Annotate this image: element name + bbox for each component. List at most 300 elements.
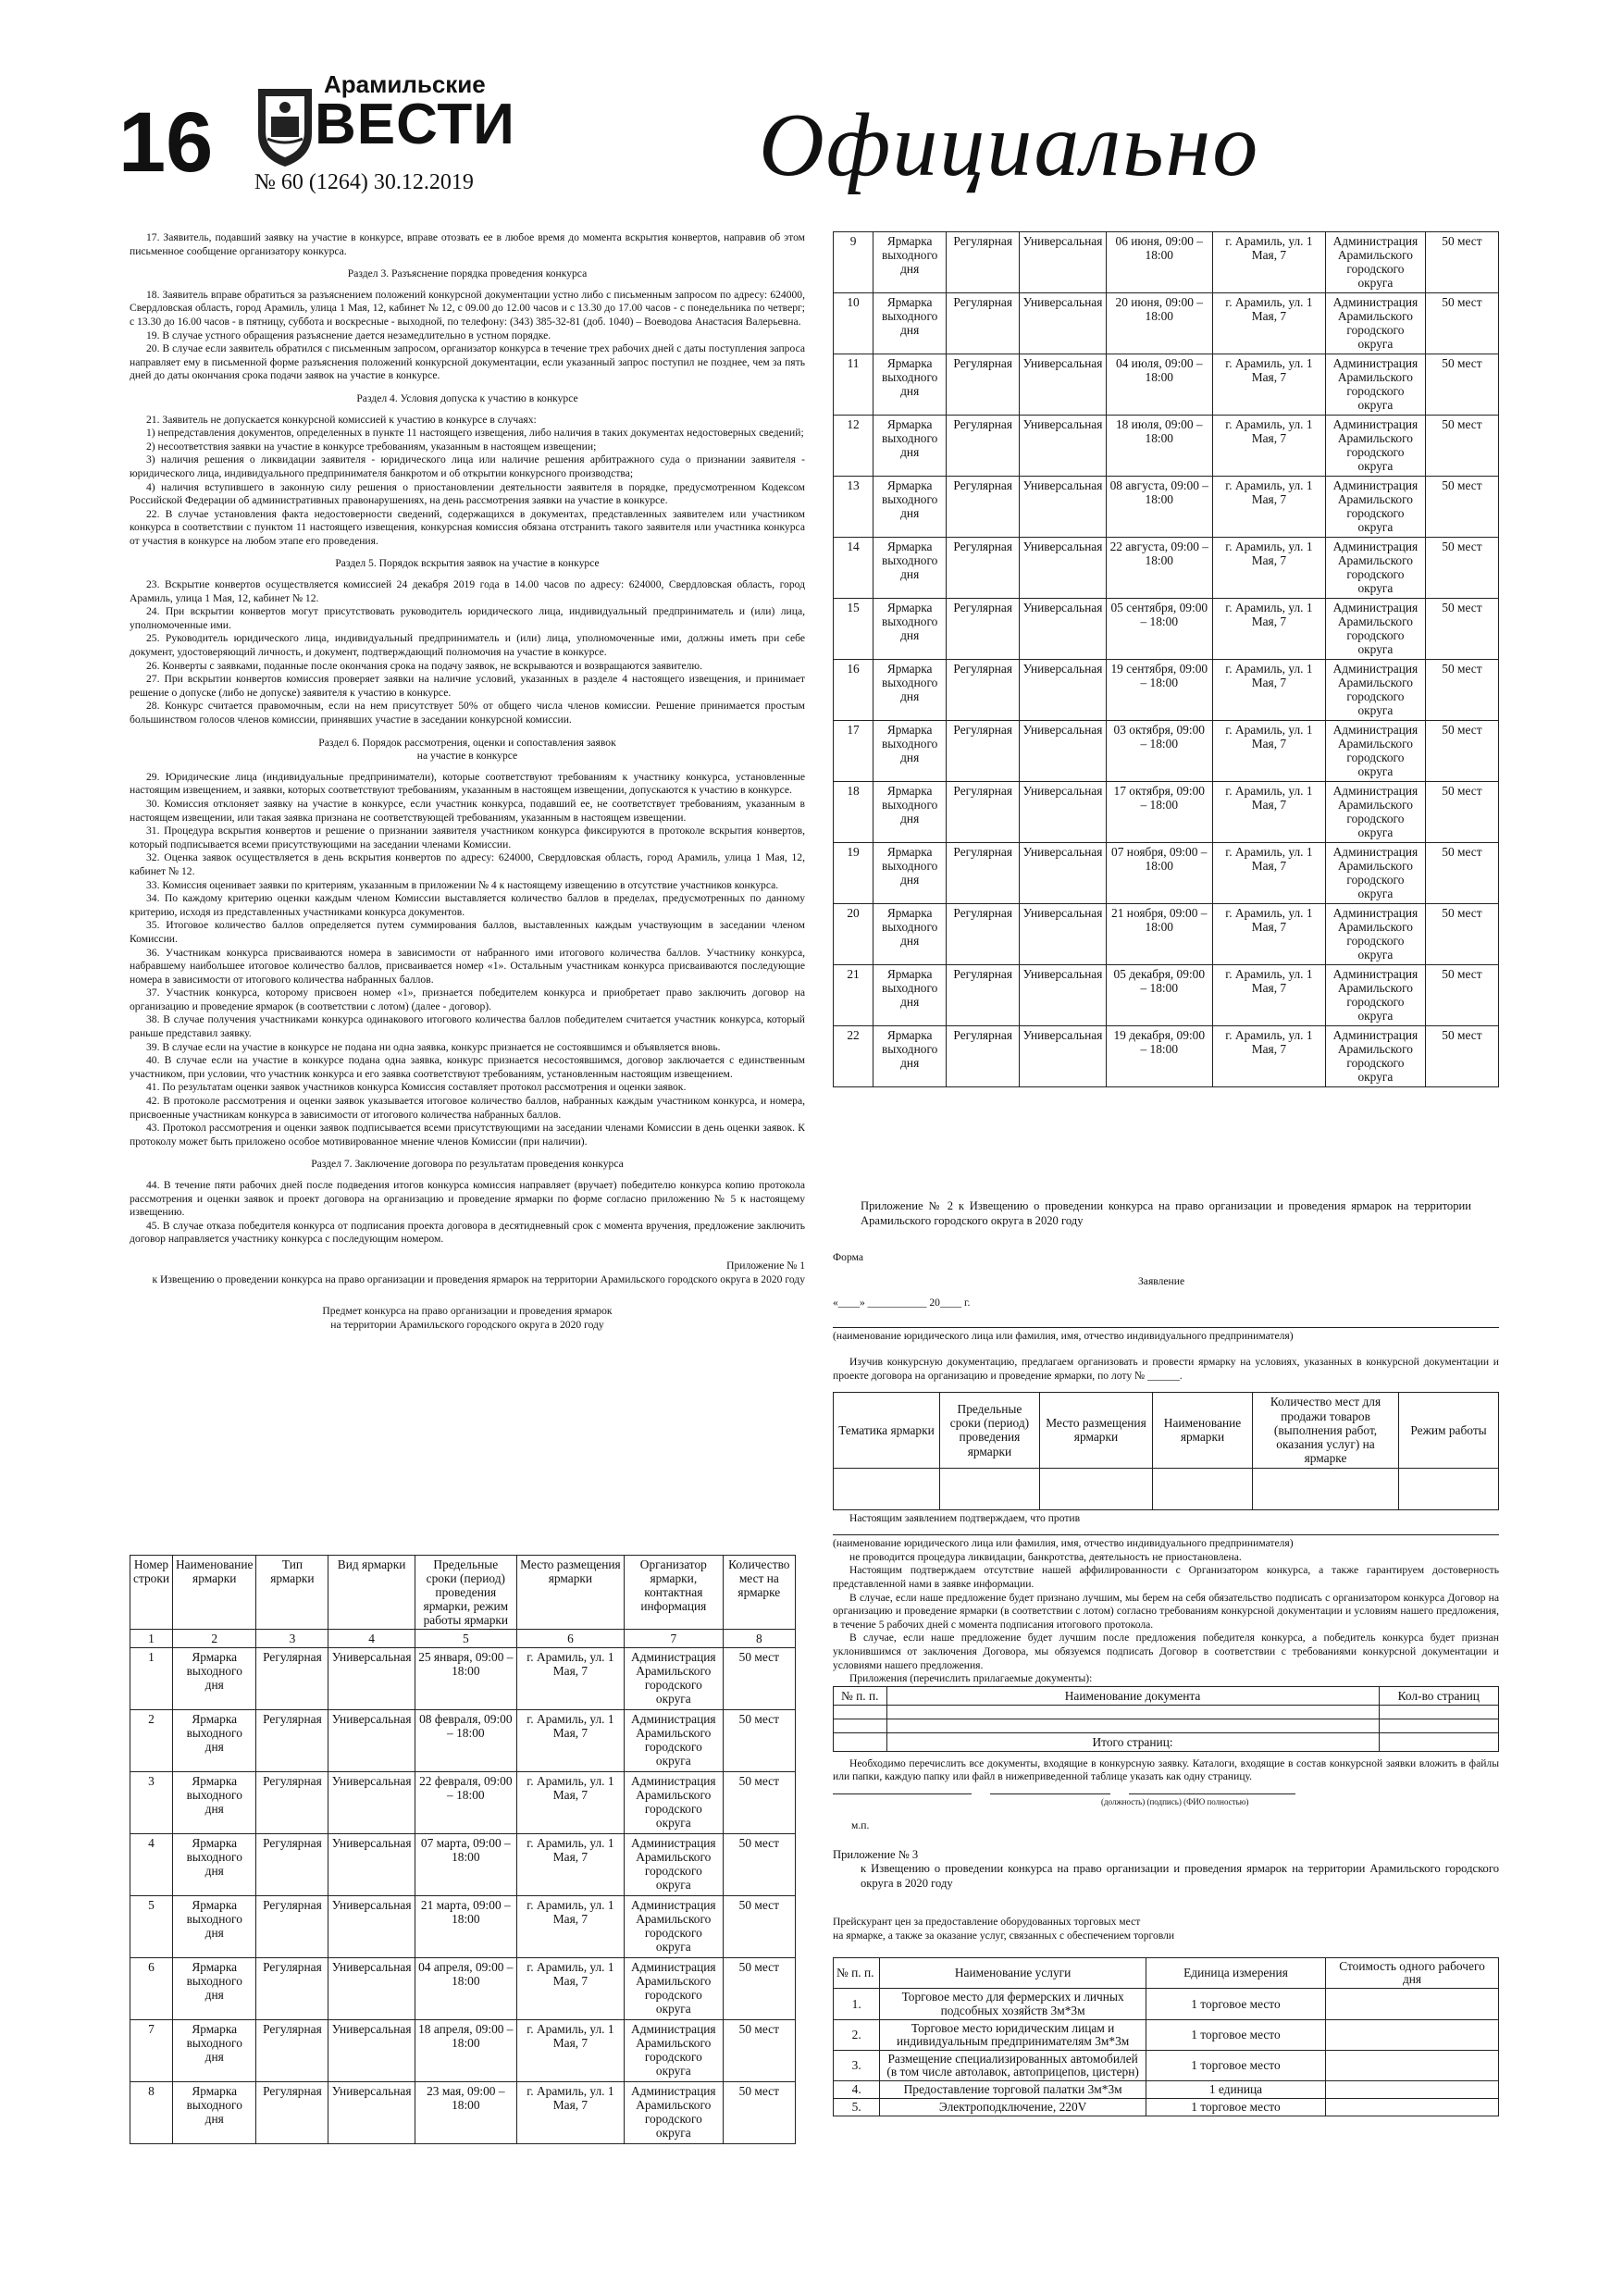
fair-organizer: Администрация Арамильского городского округа: [1326, 538, 1426, 599]
fair-name: Ярмарка выходного дня: [873, 538, 947, 599]
column-number: 3: [256, 1630, 328, 1648]
row-number: 9: [834, 232, 873, 293]
service-price[interactable]: [1326, 2098, 1499, 2116]
fair-seats: 50 мест: [1425, 293, 1498, 354]
fair-organizer: Администрация Арамильского городского округа: [1326, 782, 1426, 843]
fair-kind: Универсальная: [328, 1834, 415, 1896]
header-cell: № п. п.: [834, 1686, 887, 1705]
paragraph: 1) непредставления документов, определенных в пункте 11 настоящего извещения, либо наличия в таких документах недостоверных сведений;: [146, 427, 804, 440]
empty-cell[interactable]: [1379, 1719, 1498, 1732]
fair-type: Регулярная: [947, 416, 1020, 477]
table-row: [130, 1772, 796, 1834]
section-heading: на участие в конкурсе: [416, 750, 518, 763]
empty-cell[interactable]: [886, 1719, 1379, 1732]
paragraph: 29. Юридические лица (индивидуальные предприниматели), которые соответствуют требованиям к участнику конкурса, установленные настоящим извещением, и заявки, которых соответствуют требованиям, указанным в настоящем извещении, допускаются к участию в конкурсе.: [130, 770, 805, 797]
fair-place: г. Арамиль, ул. 1 Мая, 7: [516, 1834, 624, 1896]
paragraph: 18. Заявитель вправе обратиться за разъяснением положений конкурсной документации устно либо с письменным запросом по адресу: 624000, Свердловская область, город Арамиль, улица 1 Мая, 12, кабинет № 12, с 09.00 до 12.00 часов и с 13.30 до 17.00 часов - с понедельника по четверг; с 13.30 до 16.00 часов - в пятницу, суббота и воскресные - выходной, по телефону: (343) 385-32-81 (доб. 1040) – Воеводова Анастасия Валерьевна.: [130, 288, 805, 328]
fair-name: Ярмарка выходного дня: [173, 1896, 256, 1958]
table-row: [834, 2098, 1499, 2116]
fair-seats: 50 мест: [1425, 416, 1498, 477]
service-name: Торговое место для фермерских и личных подсобных хозяйств 3м*3м: [880, 1989, 1146, 2019]
fair-kind: Универсальная: [1020, 538, 1106, 599]
paragraph: 20. В случае если заявитель обратился с письменным запросом, организатор конкурса в течение трех рабочих дней с даты поступления запроса направляет ему в письменной форме разъяснения положений конкурсной документации, если указанный запрос поступил не позднее, чем за пять дней до даты окончания срока подачи заявок на участие в конкурсе.: [130, 342, 805, 382]
signature-line[interactable]: [833, 1793, 1499, 1816]
fair-seats: 50 мест: [723, 1648, 795, 1710]
fair-kind: Универсальная: [1020, 843, 1106, 904]
fair-place: г. Арамиль, ул. 1 Мая, 7: [516, 2020, 624, 2082]
fair-name: Ярмарка выходного дня: [873, 232, 947, 293]
fair-type: Регулярная: [947, 660, 1020, 721]
table-row: [834, 477, 1499, 538]
table-row: [834, 354, 1499, 416]
empty-cell[interactable]: [834, 1468, 940, 1509]
fair-seats: 50 мест: [723, 1772, 795, 1834]
table-header-row: [834, 1393, 1499, 1468]
table-row: [834, 782, 1499, 843]
fair-name: Ярмарка выходного дня: [873, 782, 947, 843]
header-cell: Количество мест для продажи товаров (выполнения работ, оказания услуг) на ярмарке: [1252, 1393, 1398, 1468]
fair-dates: 08 августа, 09:00 – 18:00: [1106, 477, 1212, 538]
fair-seats: 50 мест: [1425, 1026, 1498, 1087]
fair-organizer: Администрация Арамильского городского округа: [625, 1648, 724, 1710]
page-number: 16: [118, 95, 214, 190]
header-cell: Организатор ярмарки, контактная информация: [625, 1556, 724, 1630]
applicant-line[interactable]: [833, 1327, 1499, 1328]
row-number: 2.: [834, 2019, 880, 2050]
left-column-text: [130, 231, 805, 1332]
fair-name: Ярмарка выходного дня: [873, 965, 947, 1026]
fair-name: Ярмарка выходного дня: [173, 1834, 256, 1896]
fair-type: Регулярная: [947, 721, 1020, 782]
service-unit: 1 единица: [1146, 2080, 1325, 2098]
section-heading: Раздел 4. Условия допуска к участию в конкурсе: [356, 391, 578, 404]
empty-cell[interactable]: [1153, 1468, 1253, 1509]
fair-seats: 50 мест: [1425, 782, 1498, 843]
fair-kind: Универсальная: [1020, 599, 1106, 660]
fair-dates: 18 апреля, 09:00 – 18:00: [415, 2020, 516, 2082]
row-number: 12: [834, 416, 873, 477]
paragraph: не проводится процедура ликвидации, банкротства, деятельность не приостановлена.: [849, 1550, 1242, 1563]
fair-kind: Универсальная: [1020, 1026, 1106, 1087]
fair-dates: 19 декабря, 09:00 – 18:00: [1106, 1026, 1212, 1087]
paragraph: 21. Заявитель не допускается конкурсной комиссией к участию в конкурсе в случаях:: [146, 413, 537, 426]
header-cell: Режим работы: [1399, 1393, 1499, 1468]
fair-organizer: Администрация Арамильского городского округа: [1326, 599, 1426, 660]
row-number: 17: [834, 721, 873, 782]
signature-field[interactable]: [990, 1793, 1110, 1794]
fair-organizer: Администрация Арамильского городского округа: [625, 1772, 724, 1834]
table-header-row: [834, 1958, 1499, 1989]
column-number: 6: [516, 1630, 624, 1648]
service-name: Электроподключение, 220V: [880, 2098, 1146, 2116]
service-price[interactable]: [1326, 2080, 1499, 2098]
fair-name: Ярмарка выходного дня: [173, 2082, 256, 2144]
fair-kind: Универсальная: [1020, 232, 1106, 293]
empty-cell[interactable]: [1379, 1732, 1498, 1751]
fair-name: Ярмарка выходного дня: [873, 293, 947, 354]
column-number: 4: [328, 1630, 415, 1648]
column-number: 2: [173, 1630, 256, 1648]
paragraph: 43. Протокол рассмотрения и оценки заявок подписывается всеми присутствующими на заседании членами Комиссии в день оценки заявок. К протоколу может быть приложено особое мотивированное мнение членов Комиссии (при наличии).: [130, 1122, 805, 1148]
header-cell: Тип ярмарки: [256, 1556, 328, 1630]
service-unit: 1 торговое место: [1146, 2019, 1325, 2050]
fair-seats: 50 мест: [1425, 721, 1498, 782]
table-row: [834, 538, 1499, 599]
row-number: 20: [834, 904, 873, 965]
fair-seats: 50 мест: [1425, 843, 1498, 904]
table-row: [130, 1834, 796, 1896]
row-number: 1.: [834, 1989, 880, 2019]
row-number: 3: [130, 1772, 173, 1834]
fair-place: г. Арамиль, ул. 1 Мая, 7: [516, 1648, 624, 1710]
fair-name: Ярмарка выходного дня: [873, 904, 947, 965]
table-row[interactable]: [834, 1468, 1499, 1509]
header-cell: Стоимость одного рабочего дня: [1326, 1958, 1499, 1989]
fair-place: г. Арамиль, ул. 1 Мая, 7: [1212, 843, 1325, 904]
logo-title-small: Арамильские: [324, 70, 486, 98]
fair-place: г. Арамиль, ул. 1 Мая, 7: [1212, 538, 1325, 599]
fair-seats: 50 мест: [723, 1710, 795, 1772]
date-line: «____» ___________ 20____ г.: [833, 1296, 971, 1309]
appendix-title: Приложение № 1: [726, 1259, 805, 1272]
fair-seats: 50 мест: [723, 1958, 795, 2020]
fairs-table-part1: [130, 1555, 796, 2144]
fair-kind: Универсальная: [328, 2082, 415, 2144]
fair-type: Регулярная: [256, 1958, 328, 2020]
header-cell: Вид ярмарки: [328, 1556, 415, 1630]
fair-seats: 50 мест: [1425, 904, 1498, 965]
fair-organizer: Администрация Арамильского городского округа: [625, 1834, 724, 1896]
fair-type: Регулярная: [256, 1648, 328, 1710]
fair-organizer: Администрация Арамильского городского округа: [625, 2020, 724, 2082]
fair-type: Регулярная: [947, 293, 1020, 354]
fair-type: Регулярная: [256, 2020, 328, 2082]
fair-seats: 50 мест: [723, 1896, 795, 1958]
fair-organizer: Администрация Арамильского городского округа: [1326, 721, 1426, 782]
section-title: Официально: [759, 95, 1260, 195]
service-name: Торговое место юридическим лицам и индивидуальным предпринимателям 3м*3м: [880, 2019, 1146, 2050]
table-row: [834, 2080, 1499, 2098]
fair-seats: 50 мест: [1425, 232, 1498, 293]
right-column-text: [833, 1199, 1499, 2116]
logo-title-main: ВЕСТИ: [315, 93, 515, 156]
fair-kind: Универсальная: [1020, 965, 1106, 1026]
table-number-row: [130, 1630, 796, 1648]
header-cell: № п. п.: [834, 1958, 880, 1989]
fair-dates: 21 марта, 09:00 – 18:00: [415, 1896, 516, 1958]
signature-caption: (должность) (подпись) (ФИО полностью): [1101, 1797, 1249, 1806]
row-number: 22: [834, 1026, 873, 1087]
fair-organizer: Администрация Арамильского городского округа: [1326, 843, 1426, 904]
fair-name: Ярмарка выходного дня: [173, 1710, 256, 1772]
fair-place: г. Арамиль, ул. 1 Мая, 7: [1212, 660, 1325, 721]
paragraph: 33. Комиссия оценивает заявки по критериям, указанным в приложении № 4 к настоящему извещению в отсутствие участников конкурса.: [146, 878, 779, 891]
table-row: [130, 1896, 796, 1958]
fair-place: г. Арамиль, ул. 1 Мая, 7: [1212, 477, 1325, 538]
fair-type: Регулярная: [947, 599, 1020, 660]
paragraph: Настоящим подтверждаем отсутствие нашей аффилированности с Организатором конкурса, а также гарантируем достоверность представленной нами в заявке информации.: [833, 1564, 1499, 1591]
fair-place: г. Арамиль, ул. 1 Мая, 7: [1212, 416, 1325, 477]
header-cell: Единица измерения: [1146, 1958, 1325, 1989]
header-cell: Наименование документа: [886, 1686, 1379, 1705]
fair-type: Регулярная: [256, 1710, 328, 1772]
fair-dates: 18 июля, 09:00 – 18:00: [1106, 416, 1212, 477]
fair-kind: Универсальная: [328, 1772, 415, 1834]
fair-seats: 50 мест: [1425, 477, 1498, 538]
service-name: Размещение специализированных автомобилей (в том числе автолавок, автоприцепов, цистерн): [880, 2050, 1146, 2080]
fair-kind: Универсальная: [328, 2020, 415, 2082]
fair-type: Регулярная: [947, 965, 1020, 1026]
paragraph: Настоящим заявлением подтверждаем, что против: [849, 1511, 1081, 1524]
table-row: [834, 2050, 1499, 2080]
column-number: 8: [723, 1630, 795, 1648]
paragraph: 31. Процедура вскрытия конвертов и решение о признании заявителя участником конкурса фиксируются в протоколе вскрытия конвертов, который подписывается всеми присутствующими на заседании членами Комиссии.: [130, 825, 805, 850]
fair-kind: Универсальная: [328, 1896, 415, 1958]
fair-name: Ярмарка выходного дня: [873, 660, 947, 721]
paragraph: 3) наличия решения о ликвидации заявителя - юридического лица или наличие решения арбитражного суда о признании заявителя - юридического лица, индивидуального предпринимателя банкротом и об открытии конкурсного производства;: [130, 453, 805, 479]
fair-organizer: Администрация Арамильского городского округа: [1326, 660, 1426, 721]
signature-field[interactable]: [1129, 1793, 1295, 1794]
fair-dates: 07 марта, 09:00 – 18:00: [415, 1834, 516, 1896]
coat-of-arms-icon: [254, 80, 316, 168]
fair-kind: Универсальная: [1020, 477, 1106, 538]
fair-name: Ярмарка выходного дня: [173, 1648, 256, 1710]
fair-type: Регулярная: [947, 477, 1020, 538]
fair-dates: 17 октября, 09:00 – 18:00: [1106, 782, 1212, 843]
header-cell: Предельные сроки (период) проведения ярмарки, режим работы ярмарки: [415, 1556, 516, 1630]
row-number: 21: [834, 965, 873, 1026]
proposal-table: [833, 1392, 1499, 1509]
header-cell: Наименование услуги: [880, 1958, 1146, 1989]
fair-organizer: Администрация Арамильского городского округа: [1326, 904, 1426, 965]
fair-type: Регулярная: [947, 843, 1020, 904]
table-row: [130, 2020, 796, 2082]
signature-field[interactable]: [833, 1793, 972, 1794]
fair-name: Ярмарка выходного дня: [873, 477, 947, 538]
fair-seats: 50 мест: [723, 2082, 795, 2144]
empty-cell[interactable]: [1039, 1468, 1152, 1509]
fair-dates: 06 июня, 09:00 – 18:00: [1106, 232, 1212, 293]
subject-title: на территории Арамильского городского округа в 2020 году: [330, 1318, 604, 1331]
paragraph: 34. По каждому критерию оценки каждым членом Комиссии выставляется количество баллов в пределах, предусмотренных по данному критерию, исходя из представленных участниками конкурса документов.: [130, 892, 805, 918]
empty-cell[interactable]: [886, 1705, 1379, 1719]
appendix-subtitle: к Извещению о проведении конкурса на право организации и проведения ярмарок на территории Арамильского городского округа в 2020 году: [152, 1272, 805, 1285]
fair-place: г. Арамиль, ул. 1 Мая, 7: [1212, 1026, 1325, 1087]
header-cell: Кол-во страниц: [1379, 1686, 1498, 1705]
paragraph: 2) несоответствия заявки на участие в конкурсе требованиям, указанным в настоящем извещении;: [146, 440, 597, 453]
paragraph: 25. Руководитель юридического лица, индивидуальный предприниматель и (или) лица, уполномоченные ими, должны иметь при себе документ, удостоверяющий личность, и документ, подтверждающий полномочия на участие в конкурсе.: [130, 632, 805, 659]
fair-seats: 50 мест: [1425, 599, 1498, 660]
fair-place: г. Арамиль, ул. 1 Мая, 7: [1212, 904, 1325, 965]
fair-name: Ярмарка выходного дня: [873, 354, 947, 416]
fair-kind: Универсальная: [1020, 416, 1106, 477]
fair-organizer: Администрация Арамильского городского округа: [625, 1710, 724, 1772]
service-name: Предоставление торговой палатки 3м*3м: [880, 2080, 1146, 2098]
stamp-label: м.п.: [851, 1819, 870, 1831]
empty-cell[interactable]: [834, 1719, 887, 1732]
fair-seats: 50 мест: [723, 2020, 795, 2082]
fair-organizer: Администрация Арамильского городского округа: [625, 1896, 724, 1958]
fair-organizer: Администрация Арамильского городского округа: [625, 1958, 724, 2020]
fair-dates: 04 апреля, 09:00 – 18:00: [415, 1958, 516, 2020]
fair-seats: 50 мест: [1425, 538, 1498, 599]
price-title: на ярмарке, а также за оказание услуг, связанных с обеспечением торговли: [833, 1929, 1175, 1942]
fair-place: г. Арамиль, ул. 1 Мая, 7: [1212, 599, 1325, 660]
issue-number: № 60 (1264) 30.12.2019: [254, 170, 474, 194]
fair-type: Регулярная: [947, 538, 1020, 599]
fair-name: Ярмарка выходного дня: [173, 1772, 256, 1834]
row-number: 5.: [834, 2098, 880, 2116]
paragraph: 27. При вскрытии конвертов комиссия проверяет заявки на наличие условий, указанных в разделе 4 настоящего извещения, и принимает решение о допуске (либо не допуске) заявителя к участию в конкурсе.: [130, 673, 805, 699]
subject-title: Предмет конкурса на право организации и проведения ярмарок: [322, 1305, 613, 1318]
fair-type: Регулярная: [256, 1772, 328, 1834]
paragraph: 45. В случае отказа победителя конкурса от подписания проекта договора в десятидневный срок с момента вручения, предложение заключить договор направляется участнику конкурса с последующим номером.: [130, 1219, 805, 1246]
section-heading: Раздел 6. Порядок рассмотрения, оценки и сопоставления заявок: [318, 736, 616, 749]
row-number: 6: [130, 1958, 173, 2020]
table-row: [130, 1648, 796, 1710]
paragraph: В случае, если наше предложение будет признано лучшим, мы берем на себя обязательство подписать с организатором конкурса Договор на организацию и проведение ярмарки (в соответствии с лотом) согласно требованиям конкурсной документации и условиям нашего предложения, в течение 5 рабочих дней с момента подписания итогового протокола.: [833, 1591, 1499, 1631]
service-unit: 1 торговое место: [1146, 1989, 1325, 2019]
fair-organizer: Администрация Арамильского городского округа: [1326, 354, 1426, 416]
table-row: [834, 2019, 1499, 2050]
paragraph: 44. В течение пяти рабочих дней после подведения итогов конкурса комиссия направляет (вручает) победителю конкурса копию протокола рассмотрения и оценки заявок и проект договора на организацию и проведение ярмарки по форме согласно приложению № 5 к настоящему извещению.: [130, 1179, 805, 1219]
table-row: [834, 660, 1499, 721]
table-row: [130, 1710, 796, 1772]
fair-name: Ярмарка выходного дня: [173, 1958, 256, 2020]
fair-place: г. Арамиль, ул. 1 Мая, 7: [1212, 965, 1325, 1026]
empty-cell[interactable]: [1252, 1468, 1398, 1509]
empty-cell[interactable]: [1379, 1705, 1498, 1719]
fair-kind: Универсальная: [328, 1958, 415, 2020]
total-pages-label: Итого страниц:: [886, 1732, 1379, 1751]
fair-kind: Универсальная: [1020, 782, 1106, 843]
section-heading: Раздел 5. Порядок вскрытия заявок на участие в конкурсе: [335, 557, 600, 570]
fair-kind: Универсальная: [1020, 660, 1106, 721]
fair-dates: 04 июля, 09:00 – 18:00: [1106, 354, 1212, 416]
column-number: 7: [625, 1630, 724, 1648]
fair-place: г. Арамиль, ул. 1 Мая, 7: [1212, 232, 1325, 293]
appendix2-title: Приложение № 2 к Извещению о проведении конкурса на право организации и проведения ярмарок на территории Арамильского городского округа в 2020 году: [861, 1199, 1471, 1227]
fair-kind: Универсальная: [328, 1710, 415, 1772]
row-number: 1: [130, 1648, 173, 1710]
fair-place: г. Арамиль, ул. 1 Мая, 7: [516, 2082, 624, 2144]
fair-dates: 25 января, 09:00 – 18:00: [415, 1648, 516, 1710]
fair-name: Ярмарка выходного дня: [873, 1026, 947, 1087]
section-heading: Раздел 7. Заключение договора по результатам проведения конкурса: [311, 1158, 624, 1171]
fair-dates: 23 мая, 09:00 – 18:00: [415, 2082, 516, 2144]
fair-organizer: Администрация Арамильского городского округа: [1326, 477, 1426, 538]
row-number: 16: [834, 660, 873, 721]
header-cell: Наименование ярмарки: [173, 1556, 256, 1630]
fair-organizer: Администрация Арамильского городского округа: [1326, 232, 1426, 293]
fair-type: Регулярная: [947, 782, 1020, 843]
fair-dates: 21 ноября, 09:00 – 18:00: [1106, 904, 1212, 965]
paragraph: 38. В случае получения участниками конкурса одинакового итогового количества баллов победителем считается участник конкурса, который раньше представил заявку.: [130, 1013, 805, 1040]
service-unit: 1 торговое место: [1146, 2050, 1325, 2080]
paragraph: 28. Конкурс считается правомочным, если на нем присутствует 50% от общего числа членов комиссии. Решение принимается простым большинством голосов членов комиссии, принявших участие в заседании конкурсной комиссии.: [130, 700, 805, 726]
empty-cell[interactable]: [940, 1468, 1040, 1509]
fair-type: Регулярная: [947, 232, 1020, 293]
fair-type: Регулярная: [256, 2082, 328, 2144]
paragraph: 23. Вскрытие конвертов осуществляется комиссией 24 декабря 2019 года в 14.00 часов по адресу: 624000, Свердловская область, город Арамиль, улица 1 Мая, 12, кабинет № 12.: [130, 578, 805, 604]
fair-organizer: Администрация Арамильского городского округа: [625, 2082, 724, 2144]
fair-organizer: Администрация Арамильского городского округа: [1326, 416, 1426, 477]
fair-organizer: Администрация Арамильского городского округа: [1326, 965, 1426, 1026]
fair-type: Регулярная: [947, 904, 1020, 965]
applicant-line[interactable]: [833, 1534, 1499, 1535]
paragraph: 22. В случае установления факта недостоверности сведений, содержащихся в документах, представленных заявителем или участником конкурса в соответствии с пунктом 11 настоящего извещения, конкурсная комиссия обязана отстранить такого заявителя или участника конкурса от участия в конкурсе на любом этапе его проведения.: [130, 507, 805, 547]
fair-kind: Универсальная: [1020, 354, 1106, 416]
service-price[interactable]: [1326, 2050, 1499, 2080]
column-number: 5: [415, 1630, 516, 1648]
paragraph: 19. В случае устного обращения разъяснение дается незамедлительно в устном порядке.: [146, 329, 551, 341]
row-number: 19: [834, 843, 873, 904]
table-row: [834, 599, 1499, 660]
fair-dates: 05 декабря, 09:00 – 18:00: [1106, 965, 1212, 1026]
fair-dates: 19 сентября, 09:00 – 18:00: [1106, 660, 1212, 721]
row-number: 4: [130, 1834, 173, 1896]
price-table: [833, 1957, 1499, 2116]
fair-organizer: Администрация Арамильского городского округа: [1326, 1026, 1426, 1087]
fair-place: г. Арамиль, ул. 1 Мая, 7: [1212, 293, 1325, 354]
table-row: [834, 1732, 1499, 1751]
table-row: [130, 1958, 796, 2020]
empty-cell[interactable]: [1399, 1468, 1499, 1509]
field-caption: (наименование юридического лица или фамилия, имя, отчество индивидуального предпринимателя): [833, 1329, 1294, 1342]
fair-kind: Универсальная: [328, 1648, 415, 1710]
table-row: [834, 1989, 1499, 2019]
fair-dates: 08 февраля, 09:00 – 18:00: [415, 1710, 516, 1772]
fair-seats: 50 мест: [1425, 660, 1498, 721]
fair-place: г. Арамиль, ул. 1 Мая, 7: [516, 1772, 624, 1834]
statement-title: Заявление: [1138, 1275, 1185, 1288]
header-cell: Номер строки: [130, 1556, 173, 1630]
paragraph: 4) наличия вступившего в законную силу решения о приостановлении деятельности заявителя в порядке, предусмотренном Кодексом Российской Федерации об административных правонарушениях, на день рассмотрения заявки на участие в конкурсе.: [130, 480, 805, 507]
table-row: [834, 1026, 1499, 1087]
paragraph: 30. Комиссия отклоняет заявку на участие в конкурсе, если участник конкурса, подавший ее, не соответствует требованиям, указанным в настоящем извещении, или такая заявка признана не соответствующей требованиям, указанным в настоящем извещении.: [130, 797, 805, 824]
form-label: Форма: [833, 1250, 863, 1263]
fair-dates: 05 сентября, 09:00 – 18:00: [1106, 599, 1212, 660]
paragraph: 41. По результатам оценки заявок участников конкурса Комиссия составляет протокол рассмотрения и оценки заявок.: [146, 1081, 687, 1094]
paragraph: 17. Заявитель, подавший заявку на участие в конкурсе, вправе отозвать ее в любое время до момента вскрытия конвертов, направив об этом письменное сообщение организатору конкурса.: [130, 231, 805, 257]
fair-seats: 50 мест: [1425, 965, 1498, 1026]
row-number: 7: [130, 2020, 173, 2082]
fair-place: г. Арамиль, ул. 1 Мая, 7: [1212, 782, 1325, 843]
fair-place: г. Арамиль, ул. 1 Мая, 7: [1212, 354, 1325, 416]
row-number: 8: [130, 2082, 173, 2144]
service-price[interactable]: [1326, 1989, 1499, 2019]
row-number: 10: [834, 293, 873, 354]
fairs-table-part2: [833, 231, 1499, 1087]
row-number: 11: [834, 354, 873, 416]
empty-cell[interactable]: [834, 1705, 887, 1719]
fair-name: Ярмарка выходного дня: [873, 416, 947, 477]
row-number: 13: [834, 477, 873, 538]
table-row[interactable]: [834, 1705, 1499, 1719]
header-cell: Предельные сроки (период) проведения ярмарки: [940, 1393, 1040, 1468]
fair-type: Регулярная: [947, 1026, 1020, 1087]
paragraph: Необходимо перечислить все документы, входящие в конкурсную заявку. Каталоги, входящие в состав конкурсной заявки вложить в файлы или папки, каждую папку или файл в нижеприведенной таблице указать как одну страницу.: [833, 1756, 1499, 1783]
paragraph: 32. Оценка заявок осуществляется в день вскрытия конвертов по адресу: 624000, Свердловская область, город Арамиль, улица 1 Мая, 12, кабинет № 12.: [130, 851, 805, 877]
service-price[interactable]: [1326, 2019, 1499, 2050]
table-row: [834, 416, 1499, 477]
table-row[interactable]: [834, 1719, 1499, 1732]
table-row: [834, 965, 1499, 1026]
fair-name: Ярмарка выходного дня: [873, 843, 947, 904]
documents-table: [833, 1686, 1499, 1752]
section-heading: Раздел 3. Разъяснение порядка проведения конкурса: [347, 267, 588, 280]
fair-organizer: Администрация Арамильского городского округа: [1326, 293, 1426, 354]
